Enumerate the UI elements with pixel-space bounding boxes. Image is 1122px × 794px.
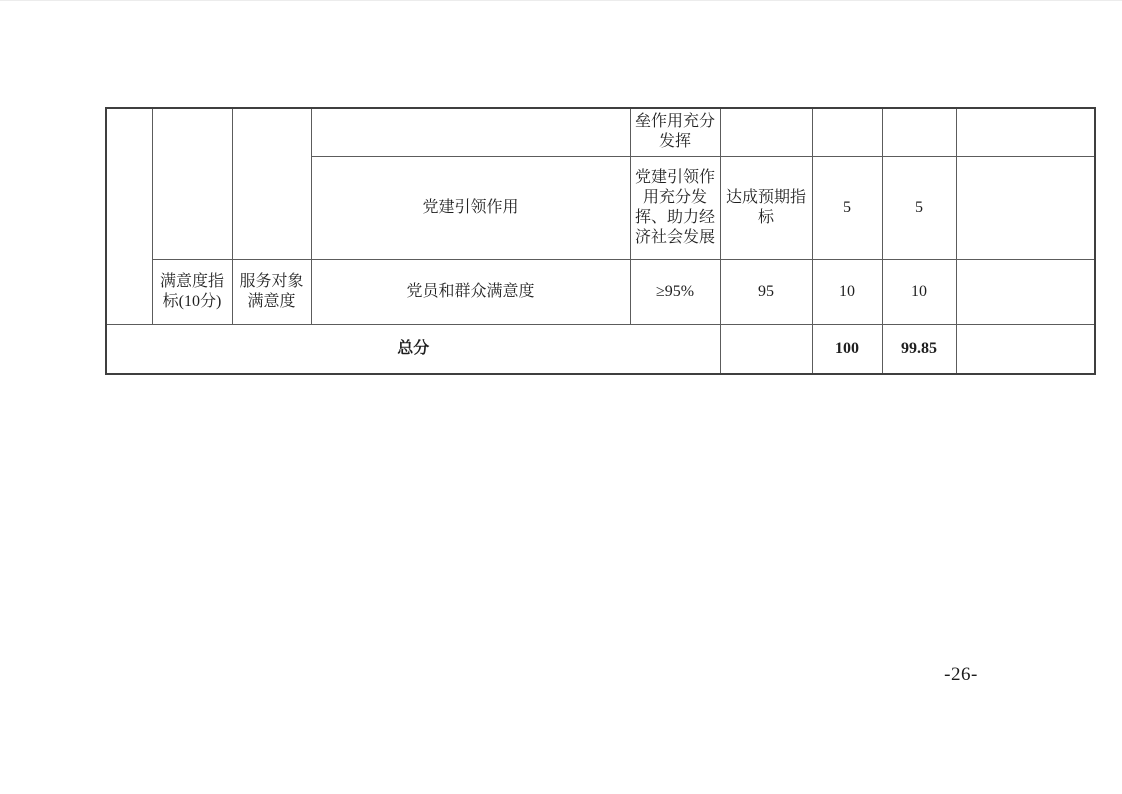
- category-cell: 满意度指标(10分): [152, 259, 232, 324]
- total-label-cell: 总分: [106, 324, 720, 374]
- indicator-standard-cell: ≥95%: [630, 259, 720, 324]
- empty-cell-remark: [956, 259, 1095, 324]
- empty-cell-indicator: [311, 108, 630, 156]
- carryover-standard-cell: 垒作用充分发挥: [630, 108, 720, 156]
- indicator-completion-cell: 达成预期指标: [720, 156, 812, 259]
- empty-cell-weight: [812, 108, 882, 156]
- table-row-satisfaction: [106, 259, 1095, 324]
- indicator-standard-cell: 党建引领作用充分发挥、助力经济社会发展: [630, 156, 720, 259]
- indicator-weight-cell: 5: [812, 156, 882, 259]
- indicator-score-cell: 5: [882, 156, 956, 259]
- empty-cell-remark: [956, 108, 1095, 156]
- table-row-total: [106, 324, 1095, 374]
- evaluation-table: [105, 107, 1096, 375]
- page-number: -26-: [944, 664, 978, 685]
- empty-cell-remark: [956, 156, 1095, 259]
- total-weight-cell: 100: [812, 324, 882, 374]
- indicator-completion-cell: 95: [720, 259, 812, 324]
- empty-cell-remark: [956, 324, 1095, 374]
- subcategory-cell: 服务对象满意度: [232, 259, 311, 324]
- empty-cell-completion: [720, 324, 812, 374]
- empty-cell-subcategory: [232, 108, 311, 259]
- empty-cell-category: [152, 108, 232, 259]
- indicator-score-cell: 10: [882, 259, 956, 324]
- table-row-carryover: [106, 108, 1095, 156]
- indicator-weight-cell: 10: [812, 259, 882, 324]
- empty-cell-level1: [106, 108, 152, 324]
- indicator-name-cell: 党员和群众满意度: [311, 259, 630, 324]
- empty-cell-score: [882, 108, 956, 156]
- empty-cell-completion: [720, 108, 812, 156]
- total-score-cell: 99.85: [882, 324, 956, 374]
- indicator-name-cell: 党建引领作用: [311, 156, 630, 259]
